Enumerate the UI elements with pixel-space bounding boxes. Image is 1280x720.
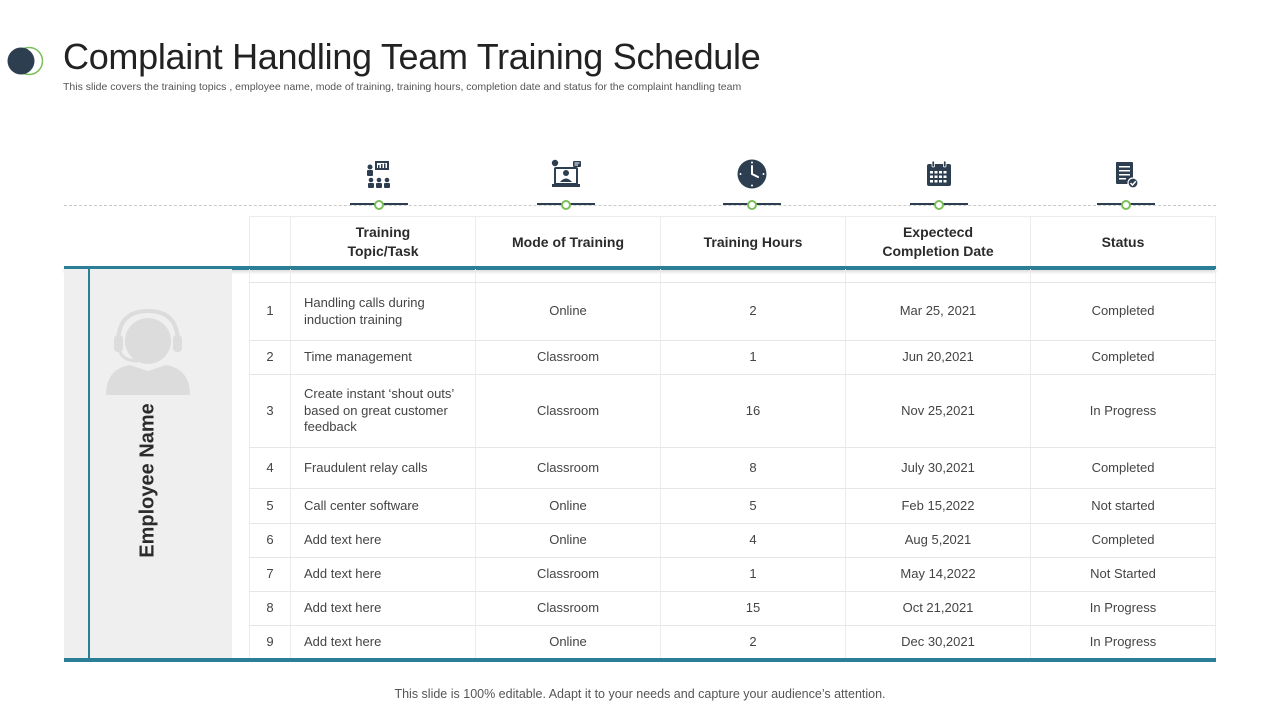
cell-topic: Add text here [290, 626, 475, 658]
cell-mode: Classroom [475, 448, 660, 488]
table-row [249, 489, 1216, 524]
cell-mode: Online [475, 524, 660, 557]
cell-date: Mar 25, 2021 [845, 283, 1030, 340]
icon-slot-date [909, 158, 969, 210]
icon-marker-dot [747, 200, 757, 210]
cell-status: Completed [1030, 341, 1216, 374]
column-header-mode: Mode of Training [475, 217, 660, 267]
table-row [249, 341, 1216, 375]
icon-slot-mode [536, 158, 596, 210]
cell-number: 8 [249, 592, 290, 625]
icon-marker-dot [561, 200, 571, 210]
panel-accent-line [88, 269, 90, 658]
cell-date: July 30,2021 [845, 448, 1030, 488]
page-subtitle: This slide covers the training topics , employee name, mode of training, training hours, completion date and status for the complaint handling team [63, 81, 742, 93]
cell-hours: 8 [660, 448, 845, 488]
cell-number: 5 [249, 489, 290, 523]
cell-mode: Classroom [475, 558, 660, 591]
column-header-topic: Training Topic/Task [290, 217, 475, 267]
cell-hours: 1 [660, 341, 845, 374]
cell-number: 4 [249, 448, 290, 488]
cell-date: May 14,2022 [845, 558, 1030, 591]
clock-icon [737, 158, 767, 190]
column-header-status: Status [1030, 217, 1216, 267]
cell-hours: 1 [660, 558, 845, 591]
cell-date: Nov 25,2021 [845, 375, 1030, 447]
dashed-divider [64, 205, 1216, 206]
icon-slot-hours [722, 158, 782, 210]
table-row [249, 448, 1216, 489]
cell-mode: Online [475, 489, 660, 523]
presentation-team-icon [364, 158, 394, 190]
cell-date: Dec 30,2021 [845, 626, 1030, 658]
cell-number: 1 [249, 283, 290, 340]
cell-number: 9 [249, 626, 290, 658]
cell-topic: Time management [290, 341, 475, 374]
footer-note: This slide is 100% editable. Adapt it to your needs and capture your audience’s attention. [394, 687, 886, 701]
icon-marker-dot [934, 200, 944, 210]
cell-number: 6 [249, 524, 290, 557]
table-row [249, 558, 1216, 592]
headset-user-icon [104, 307, 192, 397]
spacer-cell [1030, 269, 1216, 282]
cell-mode: Classroom [475, 341, 660, 374]
page-title: Complaint Handling Team Training Schedule [63, 36, 761, 77]
online-training-icon [549, 158, 583, 190]
cell-number: 7 [249, 558, 290, 591]
table-spacer-row [249, 269, 1216, 283]
cell-status: In Progress [1030, 375, 1216, 447]
cell-hours: 2 [660, 626, 845, 658]
logo-circles-icon [6, 46, 46, 76]
table-row [249, 592, 1216, 626]
cell-number: 2 [249, 341, 290, 374]
cell-topic: Add text here [290, 524, 475, 557]
cell-topic: Add text here [290, 558, 475, 591]
table-row [249, 626, 1216, 658]
icon-marker-dot [1121, 200, 1131, 210]
footer-rule [64, 658, 1216, 662]
employee-panel [64, 269, 232, 658]
cell-date: Oct 21,2021 [845, 592, 1030, 625]
cell-mode: Classroom [475, 375, 660, 447]
spacer-cell [845, 269, 1030, 282]
column-header-number [249, 217, 290, 267]
cell-mode: Online [475, 626, 660, 658]
cell-date: Jun 20,2021 [845, 341, 1030, 374]
cell-date: Aug 5,2021 [845, 524, 1030, 557]
cell-status: Completed [1030, 283, 1216, 340]
cell-topic: Add text here [290, 592, 475, 625]
table-row [249, 283, 1216, 341]
icon-slot-topic [349, 158, 409, 210]
cell-status: Completed [1030, 524, 1216, 557]
cell-date: Feb 15,2022 [845, 489, 1030, 523]
spacer-cell [475, 269, 660, 282]
column-header-date: Expectecd Completion Date [845, 217, 1030, 267]
cell-hours: 2 [660, 283, 845, 340]
cell-status: Completed [1030, 448, 1216, 488]
spacer-cell [290, 269, 475, 282]
cell-status: Not Started [1030, 558, 1216, 591]
cell-topic: Call center software [290, 489, 475, 523]
table-row [249, 524, 1216, 558]
cell-hours: 16 [660, 375, 845, 447]
cell-hours: 4 [660, 524, 845, 557]
cell-status: In Progress [1030, 592, 1216, 625]
table-header-row [249, 216, 1216, 268]
spacer-cell [249, 269, 290, 282]
cell-topic: Create instant ‘shout outs’ based on great customer feedback [290, 375, 475, 447]
employee-name-label: Employee Name [136, 403, 159, 558]
training-table [249, 269, 1216, 658]
cell-topic: Fraudulent relay calls [290, 448, 475, 488]
cell-mode: Classroom [475, 592, 660, 625]
cell-status: Not started [1030, 489, 1216, 523]
cell-hours: 15 [660, 592, 845, 625]
icon-marker-dot [374, 200, 384, 210]
cell-hours: 5 [660, 489, 845, 523]
column-header-hours: Training Hours [660, 217, 845, 267]
table-row [249, 375, 1216, 448]
checklist-document-icon [1111, 158, 1141, 190]
cell-mode: Online [475, 283, 660, 340]
cell-status: In Progress [1030, 626, 1216, 658]
calendar-icon [924, 158, 954, 190]
spacer-cell [660, 269, 845, 282]
cell-topic: Handling calls during induction training [290, 283, 475, 340]
icon-slot-status [1096, 158, 1156, 210]
cell-number: 3 [249, 375, 290, 447]
